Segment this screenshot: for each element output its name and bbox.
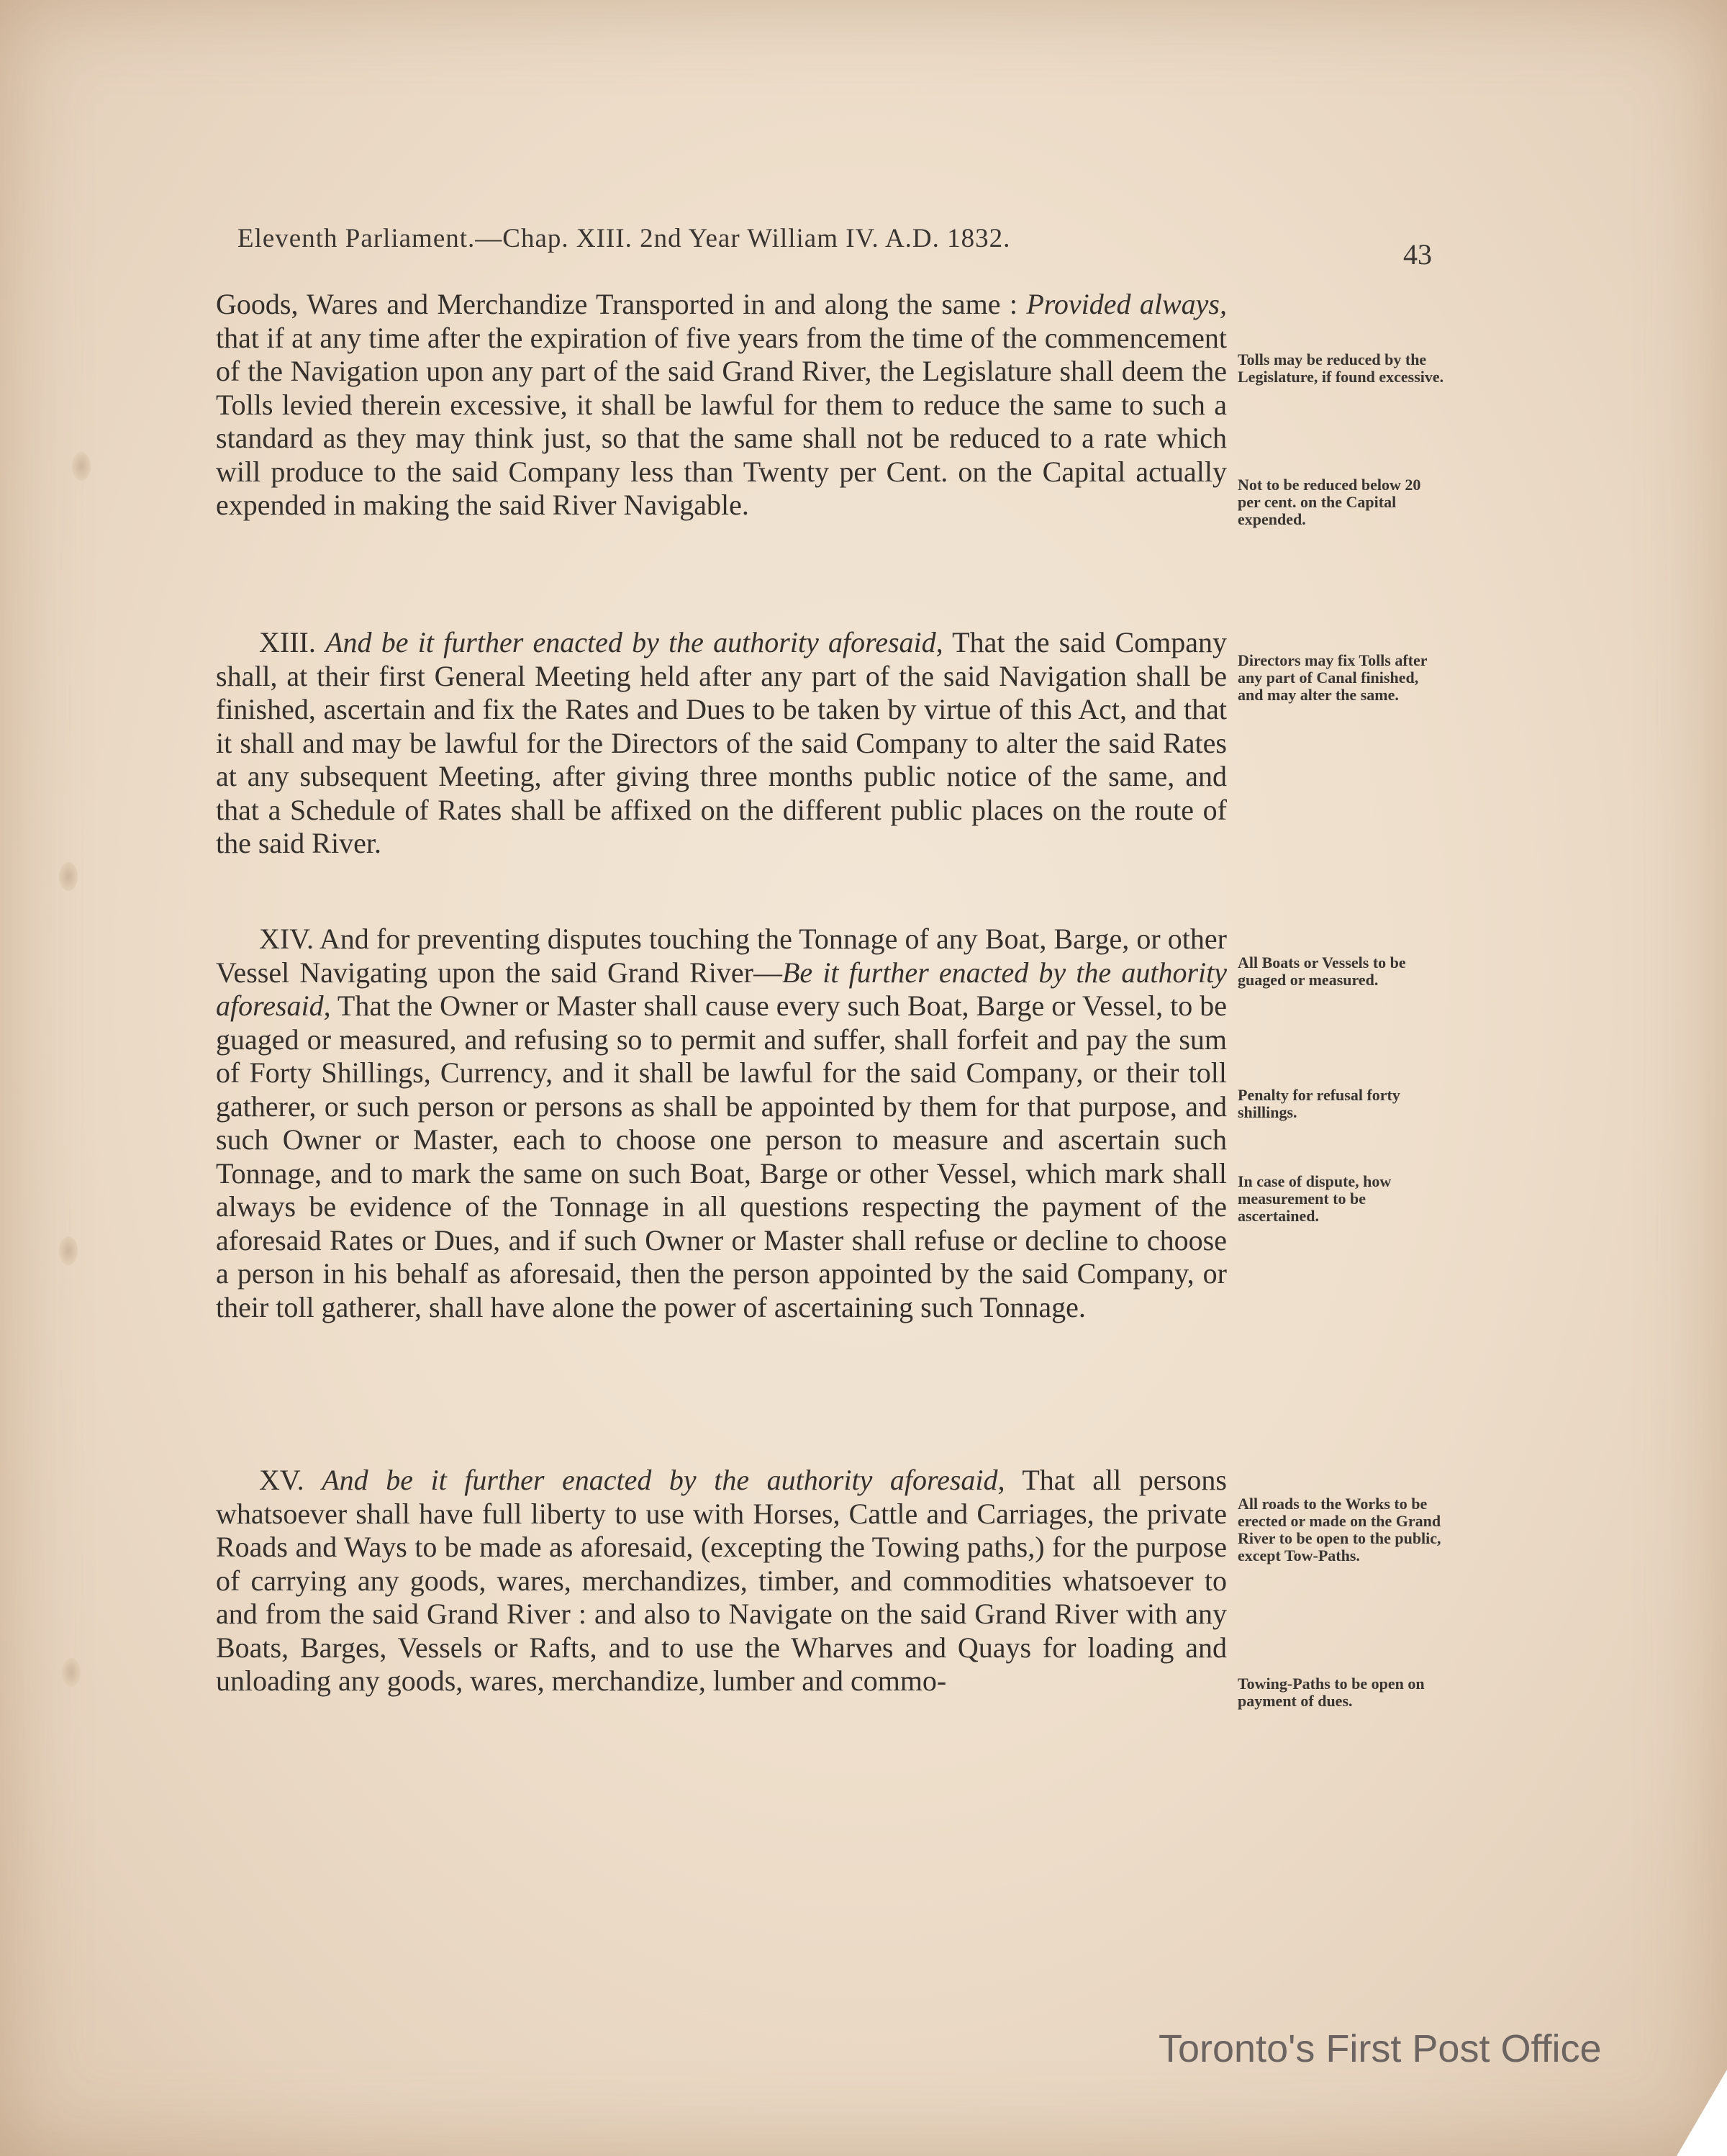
page-number: 43: [1403, 238, 1432, 271]
watermark-text: Toronto's First Post Office: [1159, 2027, 1602, 2070]
torn-corner: [1677, 2070, 1727, 2156]
binding-hole: [72, 452, 91, 481]
margin-note: All roads to the Works to be erected or made on the Grand River to be open to the public, except Tow-Paths.: [1238, 1495, 1441, 1564]
binding-hole: [59, 862, 78, 891]
section-xiii: XIII. And be it further enacted by the authority aforesaid, That the said Company shall, at their first General Meeting held after any part of the said Navigation shall be finished, ascertain and fix the Rates and Dues to be taken by virtue of this Act, and that it shall and may be lawful for the Directors of the said Company to alter the said Rates at any subsequent Meeting, after giving three months public notice of the same, and that a Schedule of Rates shall be affixed on the different public places on the route of the said River.: [216, 626, 1227, 859]
margin-note: Not to be reduced below 20 per cent. on the Capital expended.: [1238, 476, 1421, 528]
paragraph-continuation: Goods, Wares and Merchandize Transported in and along the same : Provided always, that if at any time after the expiration of five years from the time of the commencement of the Navigation upon any part of the said Grand River, the Legislature shall deem the Tolls levied therein excessive, it shall be lawful for them to reduce the same to such a standard as they may think just, so that the same shall not be reduced to a rate which will produce to the said Company less than Twenty per Cent. on the Capital actually expended in making the said River Navigable.: [216, 288, 1228, 521]
running-header: Eleventh Parliament.—Chap. XIII. 2nd Year William IV. A.D. 1832.: [237, 224, 1011, 253]
binding-hole: [62, 1658, 81, 1687]
section-xiv: XIV. And for preventing disputes touching the Tonnage of any Boat, Barge, or other Vessel Navigating upon the said Grand River—Be it further enacted by the authority aforesaid, That the Owner or Master shall cause every such Boat, Barge or Vessel, to be guaged or measured, and refusing so to permit and suffer, shall forfeit and pay the sum of Forty Shillings, Currency, and it shall be lawful for the said Company, or their toll gatherer, or such person or persons as shall be appointed by them for that purpose, and such Owner or Master, each to choose one person to measure and ascertain such Tonnage, and to mark the same on such Boat, Barge or other Vessel, which mark shall always be evidence of the Tonnage in all questions respecting the payment of the aforesaid Rates or Dues, and if such Owner or Master shall refuse or decline to choose a person in his behalf as aforesaid, then the person appointed by the said Company, or their toll gatherer, shall have alone the power of ascertaining such Tonnage.: [216, 923, 1227, 1323]
margin-note: Tolls may be reduced by the Legislature, if found excessive.: [1238, 350, 1444, 386]
binding-hole: [59, 1236, 78, 1265]
margin-note: In case of dispute, how measurement to be ascertained.: [1238, 1172, 1392, 1225]
margin-note: Directors may fix Tolls after any part of Canal finished, and may alter the same.: [1238, 651, 1428, 704]
margin-note: All Boats or Vessels to be guaged or measured.: [1238, 954, 1406, 989]
section-xv: XV. And be it further enacted by the authority aforesaid, That all persons whatsoever shall have full liberty to use with Horses, Cattle and Carriages, the private Roads and Ways to be made as aforesaid, (excepting the Towing paths,) for the purpose of carrying any goods, wares, merchandizes, timber, and commodities whatsoever to and from the said Grand River : and also to Navigate on the said Grand River with any Boats, Barges, Vessels or Rafts, and to use the Wharves and Quays for loading and unloading any goods, wares, merchandize, lumber and commo-: [216, 1464, 1227, 1697]
margin-note: Penalty for refusal forty shillings.: [1238, 1086, 1400, 1121]
margin-note: Towing-Paths to be open on payment of dues.: [1238, 1675, 1425, 1710]
